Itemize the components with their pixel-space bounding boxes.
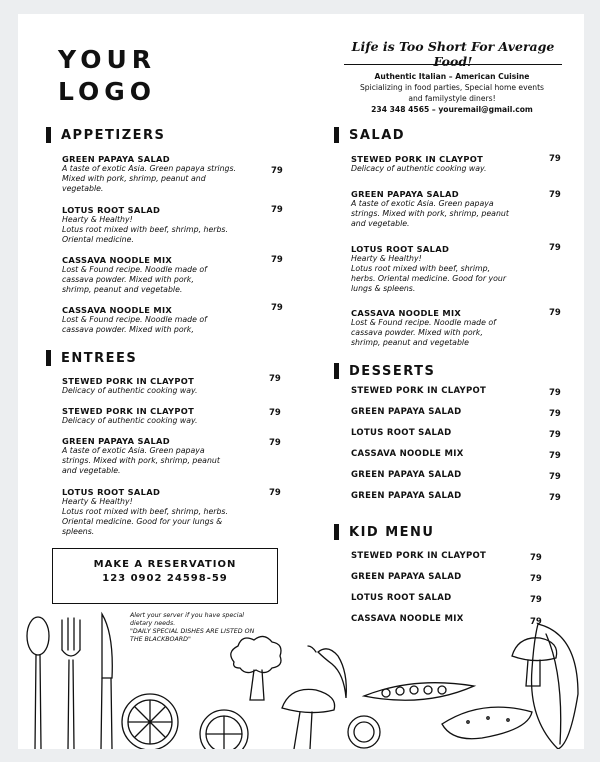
item-name: GREEN PAPAYA SALAD [351,189,459,199]
menu-item [62,406,198,426]
item-desc: cassava powder. Mixed with pork, [62,275,194,284]
mushroom-icon [282,638,557,749]
item-price: 79 [549,472,561,482]
item-desc: Delicacy of authentic cooking way. [62,416,198,425]
lemon-slice-icon [200,710,248,749]
reservation-title: MAKE A RESERVATION [93,559,237,570]
item-price: 79 [271,205,283,215]
item-price: 79 [549,190,561,200]
logo-line-2: LOGO [58,77,157,106]
item-name: STEWED PORK IN CLAYPOT [62,376,195,386]
heading-bar [334,363,339,379]
item-desc: Delicacy of authentic cooking way. [62,386,198,395]
item-name: GREEN PAPAYA SALAD [62,436,170,446]
menu-item [62,255,207,295]
entrees-heading [46,350,137,366]
item-price: 79 [269,488,281,498]
heading-bar [46,350,51,366]
dessert-item-name: GREEN PAPAYA SALAD [351,491,462,501]
item-desc: A taste of exotic Asia. Green papaya [62,446,205,455]
peas-icon [364,683,474,701]
reservation-phone[interactable]: 123 0902 24598-59 [102,573,228,584]
item-desc: and vegetable. [351,219,410,228]
kid-item-name: LOTUS ROOT SALAD [351,593,452,603]
menu-page [18,14,584,749]
item-desc: cassava powder. Mixed with pork, [62,325,194,334]
spoon-icon [27,617,49,749]
item-desc: lungs & spleens. [351,284,416,293]
item-desc: shrimp, peanut and vegetable. [62,285,183,294]
item-name: GREEN PAPAYA SALAD [62,154,170,164]
kid-item-name: STEWED PORK IN CLAYPOT [351,551,487,561]
kid-item-name: GREEN PAPAYA SALAD [351,572,462,582]
menu-item [62,376,198,396]
item-desc: strings. Mixed with pork, shrimp, peanut [62,456,220,465]
item-desc: cassava powder. Mixed with pork, [351,328,483,337]
fork-icon [62,618,80,749]
item-price: 79 [549,451,561,461]
item-price: 79 [269,438,281,448]
item-price: 79 [549,308,561,318]
item-desc: Oriental medicine. Good for your lungs & [62,517,223,526]
alert-line: dietary needs. [130,620,176,627]
heading-bar [334,127,339,143]
item-desc: Mixed with pork, shrimp, peanut and [62,174,206,183]
dessert-item-name: GREEN PAPAYA SALAD [351,470,462,480]
appetizers-heading [46,127,165,143]
item-desc: Oriental medicine. [62,235,134,244]
heading-bar [46,127,51,143]
item-desc: Lost & Found recipe. Noodle made of [62,315,207,324]
dessert-item-name: CASSAVA NOODLE MIX [351,449,464,459]
dessert-item-name: GREEN PAPAYA SALAD [351,407,462,417]
dessert-item-name: STEWED PORK IN CLAYPOT [351,386,487,396]
item-desc: and vegetable. [62,466,121,475]
item-desc: vegetable. [62,184,104,193]
item-desc: Delicacy of authentic cooking way. [351,164,487,173]
lemon-icon [122,694,178,749]
item-price: 79 [530,595,542,605]
item-desc: spleens. [62,527,95,536]
kid-menu-title: KID MENU [349,524,435,540]
item-price: 79 [549,388,561,398]
menu-item [351,154,487,174]
item-price: 79 [271,303,283,313]
menu-item [351,244,506,294]
onion-icon [348,716,380,748]
item-price: 79 [271,255,283,265]
logo [58,44,156,108]
desserts-title: DESSERTS [349,363,436,379]
salad-title: SALAD [349,127,406,143]
item-price: 79 [530,553,542,563]
contact-line: 234 348 4565 – youremail@gmail.com [371,105,533,114]
item-price: 79 [530,617,542,627]
specialty-line-1: Spicializing in food parties, Special home events [359,83,545,92]
item-name: CASSAVA NOODLE MIX [62,255,173,265]
item-name: LOTUS ROOT SALAD [62,487,161,497]
item-price: 79 [271,166,283,176]
item-name: CASSAVA NOODLE MIX [62,305,173,315]
salad-heading [334,127,405,143]
tagline-divider [344,64,562,65]
menu-item [62,487,228,537]
item-desc: A taste of exotic Asia. Green papaya strings. [62,164,237,173]
entrees-title: ENTREES [61,350,138,366]
specialty-line-2: and familystyle diners! [408,94,496,103]
item-desc: strings. Mixed with pork, shrimp, peanut [351,209,509,218]
item-desc: Hearty & Healthy! [351,254,422,263]
reservation-box [52,548,278,604]
broccoli-icon [231,636,281,700]
item-name: LOTUS ROOT SALAD [351,244,450,254]
item-desc: Lost & Found recipe. Noodle made of [351,318,496,327]
cuisine-line: Authentic Italian – American Cuisine [374,72,530,81]
restaurant-info [336,71,568,115]
menu-item [62,436,220,476]
item-name: STEWED PORK IN CLAYPOT [62,406,195,416]
item-desc: Hearty & Healthy! [62,497,133,506]
item-desc: A taste of exotic Asia. Green papaya [351,199,494,208]
dessert-item-name: LOTUS ROOT SALAD [351,428,452,438]
item-name: LOTUS ROOT SALAD [62,205,161,215]
item-desc: shrimp, peanut and vegetable [351,338,469,347]
item-price: 79 [269,374,281,384]
item-price: 79 [549,409,561,419]
item-name: CASSAVA NOODLE MIX [351,308,462,318]
alert-line: THE BLACKBOARD" [130,636,191,643]
menu-item [351,308,496,348]
item-desc: Lotus root mixed with beef, shrimp, herbs. [62,507,228,516]
cucumber-icon [442,707,532,739]
item-name: STEWED PORK IN CLAYPOT [351,154,484,164]
item-desc: Lotus root mixed with beef, shrimp, [351,264,491,273]
item-desc: Lost & Found recipe. Noodle made of [62,265,207,274]
item-price: 79 [549,430,561,440]
kid-menu-heading [334,524,434,540]
item-price: 79 [549,493,561,503]
desserts-heading [334,363,435,379]
menu-item [351,189,509,229]
appetizers-title: APPETIZERS [61,127,166,143]
heading-bar [334,524,339,540]
kid-item-name: CASSAVA NOODLE MIX [351,614,464,624]
menu-item [62,205,228,245]
item-desc: herbs. Oriental medicine. Good for your [351,274,507,283]
menu-item [62,305,207,335]
food-illustration [18,604,584,749]
item-price: 79 [530,574,542,584]
item-desc: Hearty & Healthy! [62,215,133,224]
logo-line-1: YOUR [58,45,157,74]
item-price: 79 [549,243,561,253]
item-price: 79 [549,154,561,164]
item-price: 79 [269,408,281,418]
alert-line: "DAILY SPECIAL DISHES ARE LISTED ON [130,628,255,635]
item-desc: Lotus root mixed with beef, shrimp, herbs. [62,225,228,234]
tagline: Life is Too Short For Average Food! [351,39,555,69]
knife-icon [101,614,112,749]
menu-item [62,154,236,194]
alert-line: Alert your server if you have special [130,612,245,619]
